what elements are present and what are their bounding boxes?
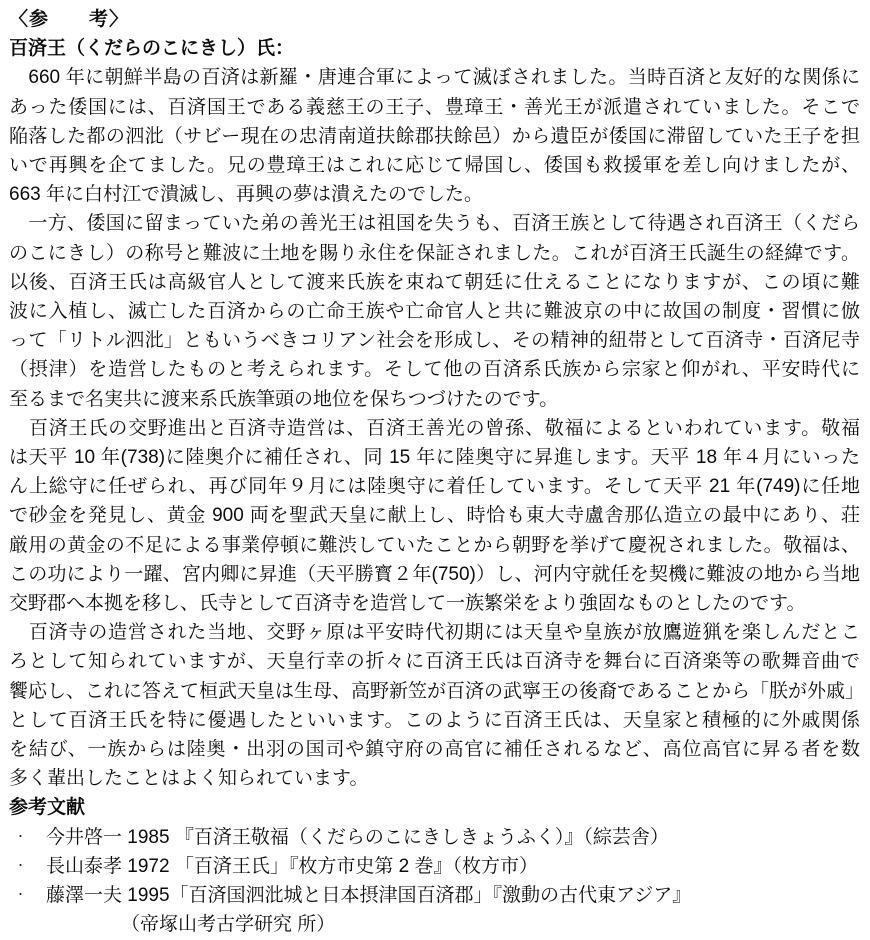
text-line: あった倭国には、百済国王である義慈王の王子、豊璋王・善光王が派遣されていました。そこで bbox=[9, 96, 860, 118]
text-line: ろとして知られていますが、天皇行幸の折々に百済王氏は百済寺を舞台に百済楽等の歌舞音曲で bbox=[9, 651, 860, 673]
bullet-icon: ・ bbox=[15, 859, 26, 872]
text-line: 以後、百済王氏は高級官人として渡来氏族を束ねて朝廷に仕えることになりますが、この頃に難 bbox=[9, 271, 860, 293]
text-line: 長山泰孝 1972 「百済王氏」『枚方市史第 2 巻』（枚方市） bbox=[46, 855, 538, 877]
text-line: 饗応し、これに答えて桓武天皇は生母、高野新笠が百済の武寧王の後裔であることから「朕が外戚」 bbox=[9, 680, 865, 702]
body-text bbox=[9, 63, 865, 793]
text-line: 今井啓一 1985 『百済王敬福（くだらのこにきしきょうふく）』（綜芸舎） bbox=[46, 826, 669, 848]
text-line: を結び、一族からは陸奥・出羽の国司や鎮守府の高官に補任されるなど、高位高官に昇る者を数 bbox=[9, 739, 860, 761]
text-line: 波に入植し、滅亡した百済からの亡命王族や亡命官人と共に難波京の中に故国の制度・習慣に倣 bbox=[9, 301, 860, 323]
bibliography-item bbox=[9, 823, 860, 852]
text-line: 厳用の黄金の不足による事業停頓に難渋していたことから朝野を挙げて慶祝されました。敬福は、 bbox=[9, 534, 860, 556]
bibliography-item bbox=[9, 852, 860, 881]
text-line: 陥落した都の泗沘（サビー現在の忠清南道扶餘郡扶餘邑）から遺臣が倭国に滞留していた王子を担 bbox=[9, 125, 860, 147]
text-line: って「リトル泗沘」ともいうべきコリアン社会を形成し、その精神的紐帯として百済寺・百済尼寺 bbox=[9, 330, 860, 352]
text-line: いで再興を企てました。兄の豊璋王はこれに応じて帰国し、倭国も救援軍を差し向けましたが、 bbox=[9, 155, 860, 177]
bibliography-item-text bbox=[46, 852, 860, 881]
bullet-icon: ・ bbox=[15, 889, 26, 902]
bibliography-item-text bbox=[46, 881, 860, 939]
text-line: 交野郡へ本拠を移し、氏寺として百済寺を造営して一族繁栄をより強固なものとしたのです。 bbox=[9, 593, 806, 615]
bibliography-item-text bbox=[46, 823, 860, 852]
text-line: で砂金を発見し、黄金 900 両を聖武天皇に献上し、時恰も東大寺盧舎那仏造立の最中にあり、荘 bbox=[9, 505, 860, 527]
bibliography-list bbox=[9, 823, 860, 940]
text-line: （帝塚山考古学研究 所） bbox=[121, 914, 336, 936]
bibliography-item bbox=[9, 881, 860, 939]
text-line: 多く輩出したことはよく知られています。 bbox=[9, 768, 369, 790]
text-line: 百済寺の造営された当地、交野ヶ原は平安時代初期には天皇や皇族が放鷹遊猟を楽しんだとこ bbox=[9, 622, 860, 644]
text-line: この功により一躍、宮内卿に昇進（天平勝寳２年(750)）し、河内守就任を契機に難波の地から当地 bbox=[9, 563, 860, 585]
text-line: （摂津）を造営したものと考えられます。そして他の百済系氏族から宗家と仰がれ、平安時代に bbox=[9, 359, 860, 381]
reference-header: 〈参 考〉 bbox=[9, 9, 130, 30]
text-line: 660 年に朝鮮半島の百済は新羅・唐連合軍によって滅ぼされました。当時百済と友好的な関係に bbox=[9, 67, 860, 89]
text-line: ん上総守に任ぜられ、再び同年９月には陸奥守に着任しています。そして天平 21 年(749)に任地 bbox=[9, 476, 860, 498]
text-line: 663 年に白村江で潰滅し、再興の夢は潰えたのでした。 bbox=[9, 184, 483, 206]
text-line: として百済王氏を特に優遇したといいます。このように百済王氏は、天皇家と積極的に外戚関係 bbox=[9, 709, 860, 731]
text-line: 一方、倭国に留まっていた弟の善光王は祖国を失うも、百済王族として待遇され百済王（くだら bbox=[9, 213, 860, 235]
text-line: のこにきし）の称号と難波に土地を賜り永住を保証されました。これが百済王氏誕生の経緯です。 bbox=[9, 242, 860, 264]
subject-title: 百済王（くだらのこにきし）氏： bbox=[9, 38, 295, 60]
text-line: 至るまで名実共に渡来系氏族筆頭の地位を保ちつづけたのです。 bbox=[9, 388, 559, 410]
bullet-icon: ・ bbox=[15, 830, 26, 843]
text-line: 藤澤一夫 1995「百済国泗沘城と日本摂津国百済郡」『激動の古代東アジア』 bbox=[46, 885, 692, 907]
bibliography-heading: 参考文献 bbox=[9, 797, 86, 819]
text-line: 百済王氏の交野進出と百済寺造営は、百済王善光の曾孫、敬福によるといわれています。敬福 bbox=[9, 417, 860, 439]
text-line: は天平 10 年(738)に陸奥介に補任され、同 15 年に陸奥守に昇進します。天平 18 年４月にいった bbox=[9, 447, 860, 469]
